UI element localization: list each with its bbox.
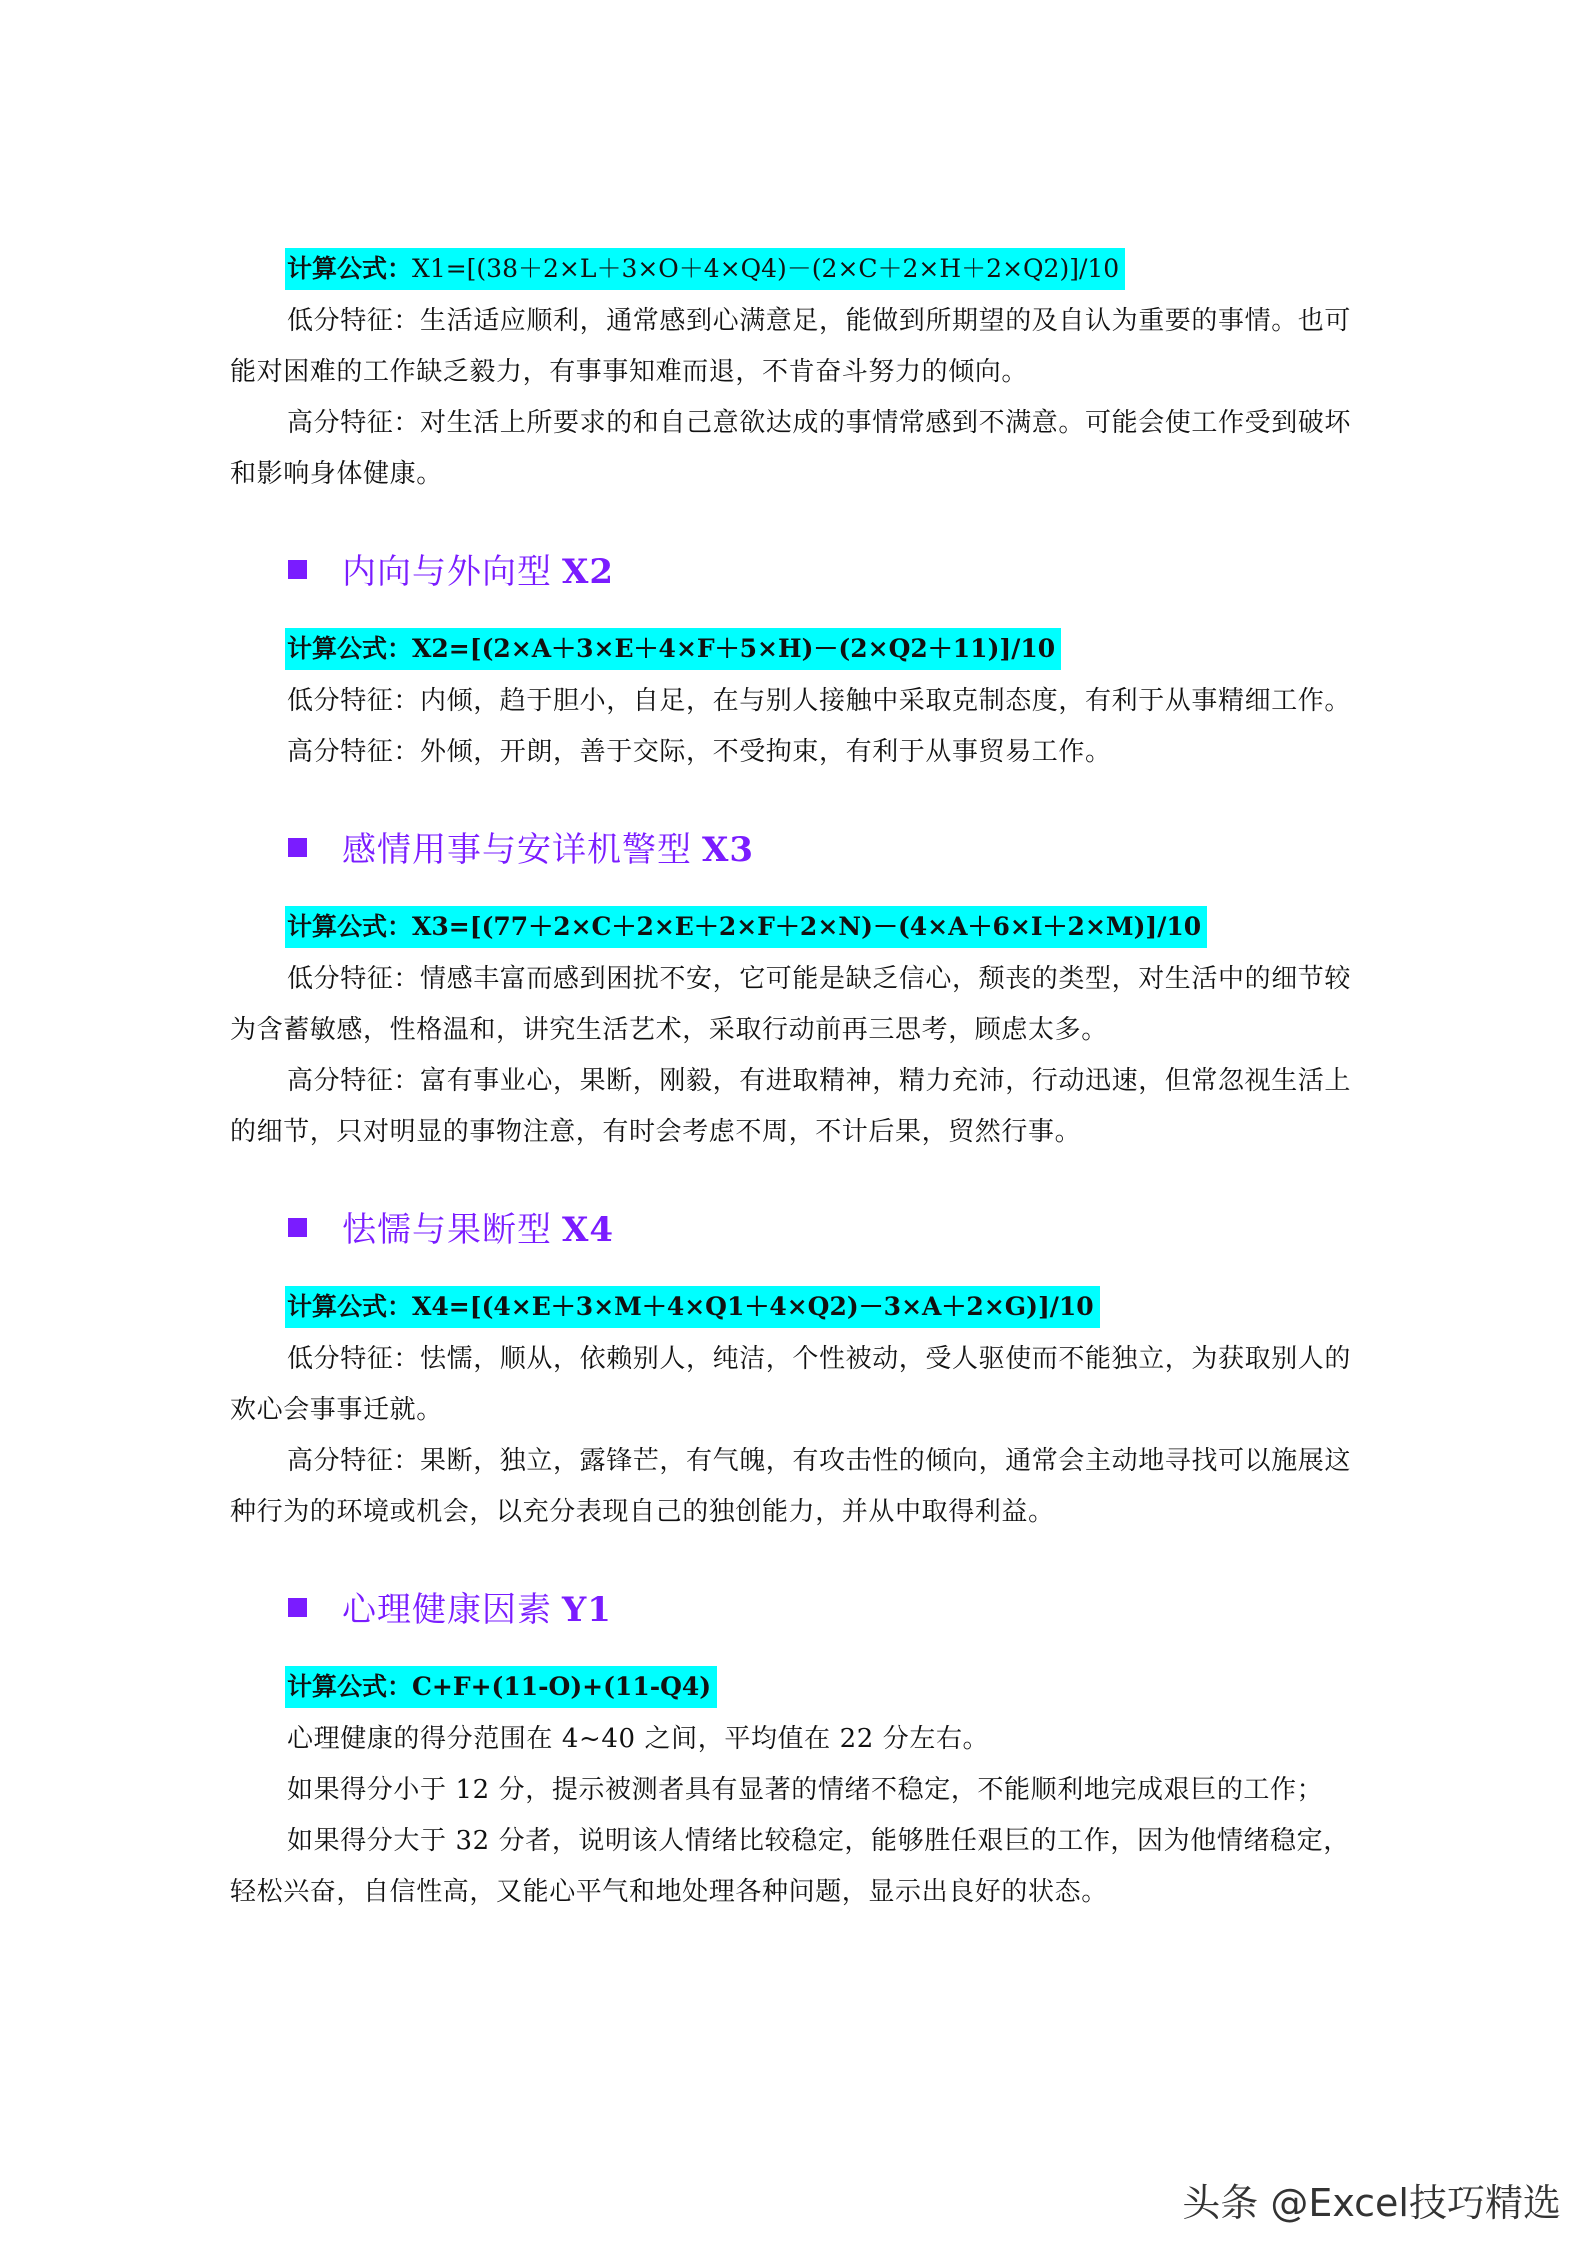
formula-label: 计算公式： [287,1292,413,1321]
high-score-paragraph: 高分特征：外倾，开朗，善于交际，不受拘束，有利于从事贸易工作。 [287,737,1112,767]
square-bullet-icon [288,1598,307,1617]
section-heading [288,1198,1370,1254]
low-score-paragraph: 低分特征：内倾，趋于胆小，自足，在与别人接触中采取克制态度，有利于从事精细工作。 [287,686,1352,716]
heading-text: 内向与外向型 X2 [342,551,615,592]
high-score-paragraph: 高分特征：富有事业心，果断，刚毅，有进取精神，精力充沛，行动迅速，但常忽视生活上的细节，只对明显的事物注意，有时会考虑不周，不计后果，贸然行事。 [230,1066,1352,1147]
heading-code: Y1 [562,1589,612,1630]
section-y1 [230,1578,1370,1918]
formula-expression: X3=[(77＋2×C＋2×E＋2×F＋2×N)－(4×A＋6×I＋2×M)]/10 [412,912,1202,941]
formula-highlight [285,1666,717,1708]
heading-text: 感情用事与安详机警型 X3 [342,829,755,870]
section-x1 [230,248,1370,500]
high-score-paragraph: 高分特征：果断，独立，露锋芒，有气魄，有攻击性的倾向，通常会主动地寻找可以施展这种行为的环境或机会，以充分表现自己的独创能力，并从中取得利益。 [230,1446,1352,1527]
heading-code: X2 [562,551,615,592]
formula-label: 计算公式： [287,254,413,283]
formula-highlight [285,248,1125,290]
section-heading [288,540,1370,596]
heading-text: 怯懦与果断型 X4 [342,1209,615,1250]
section-x2 [230,540,1370,778]
formula-expression: X4=[(4×E＋3×M＋4×Q1＋4×Q2)－3×A＋2×G)]/10 [412,1292,1094,1321]
square-bullet-icon [288,1218,307,1237]
formula-expression: X1=[(38＋2×L＋3×O＋4×Q4)－(2×C＋2×H＋2×Q2)]/10 [412,254,1120,283]
section-x4 [230,1198,1370,1538]
heading-text: 心理健康因素 Y1 [342,1589,612,1630]
high-score-paragraph: 高分特征：对生活上所要求的和自己意欲达成的事情常感到不满意。可能会使工作受到破坏和影响身体健康。 [230,408,1352,489]
low-score-paragraph: 低分特征：情感丰富而感到困扰不安，它可能是缺乏信心，颓丧的类型，对生活中的细节较为含蓄敏感，性格温和，讲究生活艺术，采取行动前再三思考，顾虑太多。 [230,964,1352,1045]
formula-highlight [285,1286,1100,1328]
score-range-paragraph: 心理健康的得分范围在 4~40 之间，平均值在 22 分左右。 [287,1724,990,1754]
section-x3 [230,818,1370,1158]
formula-label: 计算公式： [287,1672,413,1701]
formula-label: 计算公式： [287,634,413,663]
section-heading [288,1578,1370,1634]
low-score-paragraph: 如果得分小于 12 分，提示被测者具有显著的情绪不稳定，不能顺利地完成艰巨的工作； [287,1775,1324,1805]
formula-label: 计算公式： [287,912,413,941]
heading-code: X4 [562,1209,615,1250]
square-bullet-icon [288,838,307,857]
section-heading [288,818,1370,874]
low-score-paragraph: 低分特征：生活适应顺利，通常感到心满意足，能做到所期望的及自认为重要的事情。也可能对困难的工作缺乏毅力，有事事知难而退，不肯奋斗努力的倾向。 [230,306,1352,387]
watermark: 头条 @Excel技巧精选 [1182,2181,1561,2225]
formula-expression: X2=[(2×A＋3×E＋4×F＋5×H)－(2×Q2＋11)]/10 [412,634,1056,663]
document-content [230,248,1370,1918]
high-score-paragraph: 如果得分大于 32 分者，说明该人情绪比较稳定，能够胜任艰巨的工作，因为他情绪稳定，轻松兴奋，自信性高，又能心平气和地处理各种问题，显示出良好的状态。 [230,1826,1350,1907]
formula-expression: C+F+(11-O)+(11-Q4) [412,1672,712,1701]
heading-code: X3 [702,829,755,870]
formula-highlight [285,906,1207,948]
low-score-paragraph: 低分特征：怯懦，顺从，依赖别人，纯洁，个性被动，受人驱使而不能独立，为获取别人的欢心会事事迁就。 [230,1344,1352,1425]
square-bullet-icon [288,560,307,579]
formula-highlight [285,628,1061,670]
